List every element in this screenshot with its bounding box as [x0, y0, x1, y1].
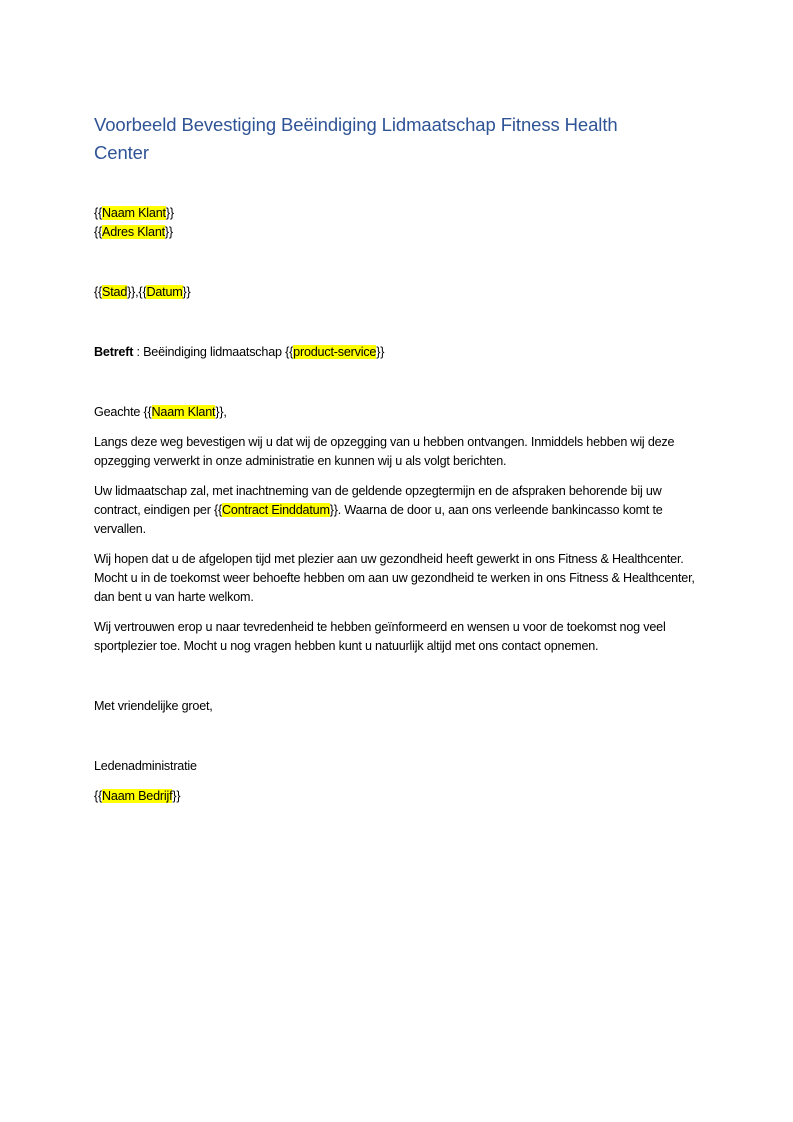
- subject-text: Beëindiging lidmaatschap: [143, 345, 286, 359]
- brace-close: }}: [172, 789, 181, 803]
- placeholder-company-name: Naam Bedrijf: [102, 789, 173, 803]
- brace-open: {{: [94, 789, 103, 803]
- placeholder-product-service: product-service: [293, 345, 377, 359]
- brace-open: {{: [143, 405, 152, 419]
- letter-body: [94, 111, 702, 806]
- placeholder-client-name: Naam Klant: [151, 405, 216, 419]
- page-title: Voorbeeld Bevestiging Beëindiging Lidmaatschap Fitness Health Center: [94, 114, 618, 163]
- brace-open: {{: [94, 285, 103, 299]
- brace-close: }}: [182, 285, 191, 299]
- salutation-text: Geachte: [94, 405, 144, 419]
- subject-separator: :: [133, 345, 144, 359]
- paragraph-closing-note: Wij vertrouwen erop u naar tevredenheid te hebben geïnformeerd en wensen u voor de toekomst nog veel sportplezier toe. Mocht u nog vragen hebben kunt u natuurlijk altijd met ons contact opnemen.: [94, 620, 666, 653]
- salutation-line: [94, 403, 702, 422]
- paragraph-end-date-tail: }}. Waarna de door u, aan ons verleende bankincasso komt te vervallen.: [94, 503, 663, 536]
- brace-close: }}: [164, 225, 173, 239]
- closing-greeting: Met vriendelijke groet,: [94, 699, 213, 713]
- brace-close: }}: [376, 345, 385, 359]
- brace-open: {{: [285, 345, 294, 359]
- place-date-line: [94, 283, 702, 302]
- brace-close: }}: [165, 206, 174, 220]
- paragraph-confirmation: Langs deze weg bevestigen wij u dat wij de opzegging van u hebben ontvangen. Inmiddels hebben wij deze opzegging verwerkt in onze administratie en kunnen wij u als volgt berichten.: [94, 435, 675, 468]
- recipient-name-line: [94, 204, 702, 223]
- subject-line: [94, 343, 702, 362]
- placeholder-contract-end-date: Contract Einddatum: [222, 503, 330, 517]
- placeholder-client-name: Naam Klant: [102, 206, 166, 220]
- paragraph-end-date-text: Uw lidmaatschap zal, met inachtneming van de geldende opzegtermijn en de afspraken behorende bij uw contract, eindigen per: [94, 484, 662, 517]
- paragraph-end-date: [94, 482, 702, 539]
- recipient-block: [94, 204, 702, 242]
- brace-open: {{: [214, 503, 223, 517]
- placeholder-city: Stad: [102, 285, 128, 299]
- brace-close: }},: [215, 405, 227, 419]
- signature-company-line: [94, 787, 702, 806]
- recipient-address-line: [94, 223, 702, 242]
- brace-open: {{: [94, 225, 103, 239]
- placeholder-date: Datum: [146, 285, 183, 299]
- brace-separator: }},{{: [127, 285, 147, 299]
- subject-label: Betreft: [94, 345, 134, 359]
- paragraph-welcome-back: Wij hopen dat u de afgelopen tijd met plezier aan uw gezondheid heeft gewerkt in ons Fitness & Healthcenter. Mocht u in de toekomst weer behoefte hebben om aan uw gezondheid te werken in ons Fitness & Healthcenter, dan bent u van harte welkom.: [94, 552, 695, 604]
- signature-department: Ledenadministratie: [94, 759, 197, 773]
- brace-open: {{: [94, 206, 103, 220]
- placeholder-client-address: Adres Klant: [102, 225, 165, 239]
